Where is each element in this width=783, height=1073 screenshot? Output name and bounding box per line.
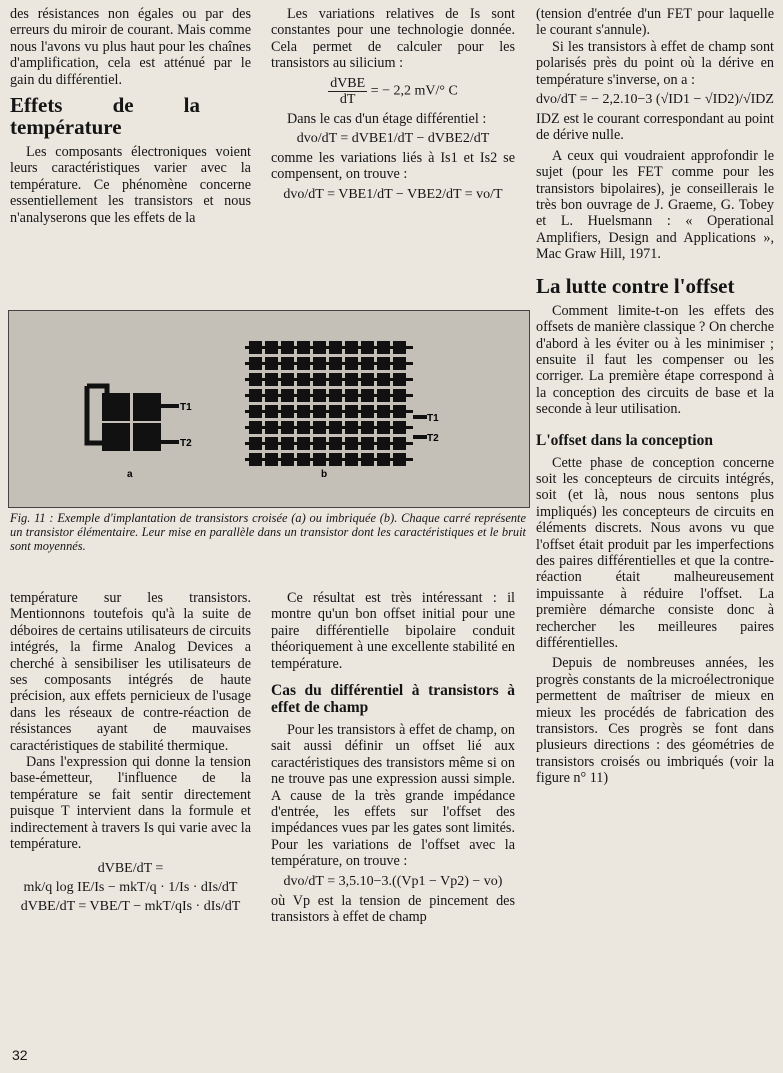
paragraph: Cette phase de conception concerne soit les concepteurs de circuits intégrés, soit (et là, nous nous sentons plus impliqués) les concepteurs de circuits en éléments discrets. Nous avons vu que l'offset était produit par les imperfections des paires différentielles et que la contre-réaction était malheureusement impuissante à réduire l'offset. La première démarche consiste donc à rechercher les meilleures paires différentielles. xyxy=(536,454,774,651)
label-t2-b: T2 xyxy=(427,433,439,444)
section-heading: Effets de la température xyxy=(10,93,200,140)
paragraph: Ce résultat est très intéressant : il montre qu'un bon offset initial pour une paire différentielle bipolaire conduit théoriquement à une excellente stabilité en température. xyxy=(271,590,515,672)
figure-caption: Fig. 11 : Exemple d'implantation de transistors croisée (a) ou imbriquée (b). Chaque carré représente un transistor élémentaire. Leur mise en parallèle dans un transistor dont les caractéristiques et le bruit sont moyennés. xyxy=(10,511,526,554)
paragraph: Depuis de nombreuses années, les progrès constants de la microélectronique permettent de maîtriser de mieux en mieux les procédés de fabrication des transistors. Ces progrès se font dans plusieurs directions : des géométries de transistors croisés ou imbriqués (voir la figure n° 11) xyxy=(536,655,774,787)
column-1-top xyxy=(10,6,251,226)
equation: dvo/dT = 3,5.10−3.((Vp1 − Vp2) − vo) xyxy=(283,873,503,889)
paragraph: où Vp est la tension de pincement des transistors à effet de champ xyxy=(271,892,515,926)
paragraph: comme les variations liés à Is1 et Is2 se compensent, on trouve : xyxy=(271,150,515,183)
equation: dVBE/dT = VBE/T − mkT/qIs · dIs/dT xyxy=(20,898,241,914)
paragraph: Les variations relatives de Is sont constantes pour une technologie donnée. Cela permet de calculer pour les transistors au silicium : xyxy=(271,6,515,72)
column-2-top xyxy=(271,6,515,206)
section-heading: La lutte contre l'offset xyxy=(536,273,735,298)
equation: dvo/dT = VBE1/dT − VBE2/dT = vo/T xyxy=(283,186,503,202)
paragraph: (tension d'entrée d'un FET pour laquelle le courant s'annule). xyxy=(536,6,774,39)
paragraph: A ceux qui voudraient approfondir le sujet (pour les FET comme pour les transistors bipolaires), je conseillerais le très bon ouvrage de J. Graeme, G. Tobey et L. Huelsmann : « Operational Amplifiers, Design and Applications », Mac Graw Hill, 1971. xyxy=(536,147,774,263)
page-number: 32 xyxy=(12,1047,28,1063)
crossed-layout-a xyxy=(87,386,179,451)
eq-denominator: dT xyxy=(339,91,356,107)
eq-rhs: = − 2,2 mV/° C xyxy=(370,83,458,99)
paragraph: température sur les transistors. Mentionnons toutefois qu'à la suite de déboires de certains utilisateurs de circuits intégrés, la firme Analog Devices a cherché à sensibiliser les utilisateurs de ses composants intégrés de haute précision, aux effets pernicieux de l'usage dans les réseaux de contre-réaction de résistances ayant de mauvaises caractéristiques de stabilité thermique. xyxy=(10,590,251,754)
paragraph: Les composants électroniques voient leurs caractéristiques varier avec la température. Ce phénomène concerne essentiellement les transistors et nous n'analyserons que les effets de la xyxy=(10,144,251,226)
paragraph: Comment limite-t-on les effets des offsets de manière classique ? On cherche d'abord à les éviter ou à les minimiser ; ensuite il faut les compenser ou les corriger. La première étape correspond à la conception des circuits de base et la seconde à leur utilisation. xyxy=(536,302,774,418)
column-2-bottom xyxy=(271,590,515,926)
paragraph: des résistances non égales ou par des erreurs du miroir de courant. Mais comme nous l'avons vu plus haut pour les chaînes d'amplification, cela est atténué par le gain du différentiel. xyxy=(10,6,251,88)
label-t1-b: T1 xyxy=(427,413,439,424)
label-b: b xyxy=(321,469,328,480)
paragraph: IDZ est le courant correspondant au point de dérive nulle. xyxy=(536,111,774,144)
equation: dVBE/dT = xyxy=(97,860,164,876)
paragraph: Dans l'expression qui donne la tension base-émetteur, l'influence de la température se fait sentir directement puisque T intervient dans la formule et indirectement à travers Is qui varie avec la température. xyxy=(10,754,251,853)
subsection-heading: Cas du différentiel à transistors à effet de champ xyxy=(271,682,515,717)
label-t1-a: T1 xyxy=(180,402,192,413)
label-a: a xyxy=(127,469,133,480)
figure-11 xyxy=(8,310,530,508)
label-t2-a: T2 xyxy=(180,438,192,449)
eq-numerator: dVBE xyxy=(330,75,366,91)
equation: dvo/dT = − 2,2.10−3 (√ID1 − √ID2)/√IDZ xyxy=(536,92,774,108)
equation: mk/q log IE/Is − mkT/q · 1/Is · dIs/dT xyxy=(23,879,238,895)
column-1-bottom xyxy=(10,590,251,918)
paragraph: Si les transistors à effet de champ sont polarisés près du point où la dérive en température s'inverse, on a : xyxy=(536,38,774,88)
transistor-layout-diagram xyxy=(9,311,529,507)
equation xyxy=(271,76,515,107)
equation: dvo/dT = dVBE1/dT − dVBE2/dT xyxy=(296,131,490,147)
subsection-heading: L'offset dans la conception xyxy=(536,431,713,449)
column-3 xyxy=(536,6,774,787)
interleaved-layout-b xyxy=(245,341,413,466)
paragraph: Dans le cas d'un étage différentiel : xyxy=(287,110,487,127)
paragraph: Pour les transistors à effet de champ, on sait aussi définir un offset lié aux caractéristiques des transistors même si on ne trouve pas une expression aussi simple. A cause de la très grande impédance d'entrée, les effets sur l'offset des impédances vues par les gates sont limités. Pour les variations de l'offset avec la température, on trouve : xyxy=(271,722,515,870)
